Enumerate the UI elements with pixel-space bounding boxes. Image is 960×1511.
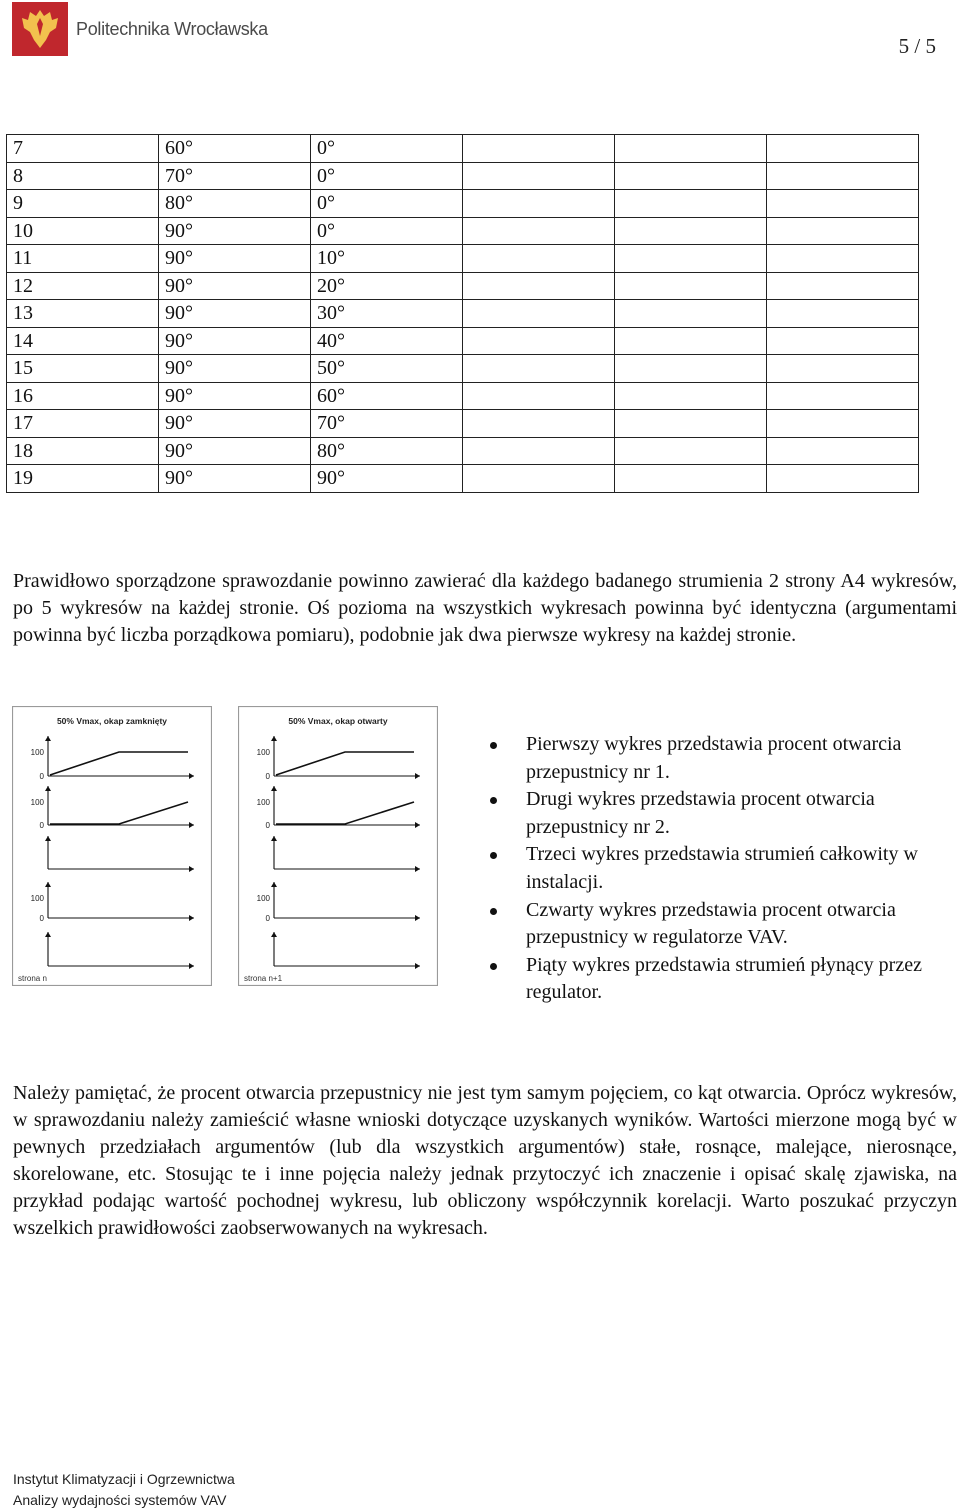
table-row	[7, 355, 919, 383]
table-row	[7, 272, 919, 300]
table-cell	[463, 382, 615, 410]
table-cell: 0°	[311, 162, 463, 190]
figure-title: 50% Vmax, okap zamknięty	[56, 716, 168, 726]
table-cell	[615, 135, 767, 163]
table-cell: 0°	[311, 135, 463, 163]
figure-title: 50% Vmax, okap otwarty	[288, 716, 388, 726]
tick-label-high: 100	[256, 798, 270, 807]
table-cell: 19	[7, 465, 159, 493]
table-cell: 50°	[311, 355, 463, 383]
table-cell	[463, 217, 615, 245]
page-footer	[13, 1469, 235, 1511]
list-item-text: Piąty wykres przedstawia strumień płynący przez regulator.	[526, 953, 922, 1004]
table-cell	[767, 300, 919, 328]
page-number: 5 / 5	[898, 34, 936, 58]
table-row	[7, 245, 919, 273]
table-row	[7, 410, 919, 438]
table-cell	[615, 465, 767, 493]
bullet-dot-icon	[490, 963, 497, 970]
table-cell: 17	[7, 410, 159, 438]
table-cell	[767, 327, 919, 355]
table-cell	[463, 272, 615, 300]
table-cell	[767, 245, 919, 273]
table-cell: 90°	[159, 300, 311, 328]
tick-label-low: 0	[265, 914, 270, 923]
table-cell: 8	[7, 162, 159, 190]
tick-label-high: 100	[30, 798, 44, 807]
table-cell: 40°	[311, 327, 463, 355]
table-cell	[463, 465, 615, 493]
tick-label-high: 100	[256, 894, 270, 903]
table-cell	[463, 135, 615, 163]
table-cell	[463, 190, 615, 218]
table-cell	[615, 245, 767, 273]
table-cell: 90°	[159, 327, 311, 355]
table-cell	[615, 217, 767, 245]
table-cell: 12	[7, 272, 159, 300]
table-cell: 90°	[159, 382, 311, 410]
table-cell: 90°	[159, 465, 311, 493]
figure-closed-hood	[12, 706, 212, 986]
table-cell: 70°	[159, 162, 311, 190]
table-cell	[767, 355, 919, 383]
table-row	[7, 135, 919, 163]
tick-label-low: 0	[39, 914, 44, 923]
table-cell	[463, 300, 615, 328]
table-row	[7, 382, 919, 410]
table-cell: 80°	[159, 190, 311, 218]
table-row	[7, 300, 919, 328]
table-cell	[615, 327, 767, 355]
institution-name: Politechnika Wrocławska	[76, 18, 268, 39]
table-row	[7, 327, 919, 355]
table-cell	[463, 327, 615, 355]
table-cell: 9	[7, 190, 159, 218]
conclusions-paragraph: Należy pamiętać, że procent otwarcia przepustnicy nie jest tym samym pojęciem, co kąt otwarcia. Oprócz wykresów, w sprawozdaniu należy zamieścić własne wnioski dotyczące uzyskanych wyników. Wartości mierzone mogą być w pewnych przedziałach argumentów (lub dla wszystkich argumentów) stałe, rosnące, malejące, nierosnące, skorelowane, etc. Stosując te i inne pojęcia należy jednak przytoczyć ich znaczenie i opisać skalę zjawiska, na przykład podając wartość pochodnej wykresu, lub obliczony współczynnik korelacji. Warto poszukać przyczyn wszelkich prawidłowości zaobserwowanych na wykresach.	[13, 1082, 957, 1239]
angle-table-body	[7, 135, 919, 493]
table-cell	[615, 190, 767, 218]
table-row	[7, 437, 919, 465]
bullet-dot-icon	[490, 852, 497, 859]
table-cell: 90°	[159, 355, 311, 383]
table-cell: 90°	[159, 217, 311, 245]
table-cell: 18	[7, 437, 159, 465]
table-cell: 90°	[159, 272, 311, 300]
tick-label-high: 100	[256, 748, 270, 757]
table-cell	[463, 245, 615, 273]
table-cell	[463, 355, 615, 383]
list-item	[490, 897, 930, 952]
university-logo	[12, 2, 268, 56]
table-cell	[767, 190, 919, 218]
table-cell: 10	[7, 217, 159, 245]
bullet-dot-icon	[490, 742, 497, 749]
list-item-text: Drugi wykres przedstawia procent otwarcia przepustnicy nr 2.	[526, 788, 875, 838]
table-row	[7, 190, 919, 218]
tick-label-low: 0	[39, 772, 44, 781]
table-cell	[463, 162, 615, 190]
table-cell	[615, 162, 767, 190]
list-item	[490, 841, 930, 896]
table-row	[7, 465, 919, 493]
table-row	[7, 217, 919, 245]
table-cell: 80°	[311, 437, 463, 465]
page-header	[0, 0, 960, 64]
tick-label-high: 100	[30, 748, 44, 757]
table-cell: 0°	[311, 217, 463, 245]
table-cell: 11	[7, 245, 159, 273]
table-cell	[767, 410, 919, 438]
table-cell: 90°	[159, 410, 311, 438]
table-cell: 30°	[311, 300, 463, 328]
table-cell	[615, 300, 767, 328]
table-cell	[767, 437, 919, 465]
table-cell	[615, 355, 767, 383]
table-cell: 15	[7, 355, 159, 383]
table-cell	[615, 382, 767, 410]
table-cell: 60°	[311, 382, 463, 410]
eagle-crest-icon	[12, 2, 68, 56]
figure-page-label: strona n	[18, 974, 47, 983]
table-cell: 14	[7, 327, 159, 355]
table-row	[7, 162, 919, 190]
bullet-dot-icon	[490, 908, 497, 915]
table-cell: 90°	[159, 245, 311, 273]
tick-label-low: 0	[265, 821, 270, 830]
footer-course: Analizy wydajności systemów VAV	[13, 1492, 227, 1508]
list-item-text: Pierwszy wykres przedstawia procent otwarcia przepustnicy nr 1.	[526, 733, 902, 783]
intro-paragraph: Prawidłowo sporządzone sprawozdanie powinno zawierać dla każdego badanego strumienia 2 strony A4 wykresów, po 5 wykresów na każdej stronie. Oś pozioma na wszystkich wykresach powinna być identyczna (argumentami powinna być liczba porządkowa pomiaru), podobnie jak dwa pierwsze wykresy na każdej stronie.	[13, 570, 957, 646]
list-item-text: Czwarty wykres przedstawia procent otwarcia przepustnicy w regulatorze VAV.	[526, 898, 896, 949]
table-cell	[767, 217, 919, 245]
table-cell	[767, 465, 919, 493]
table-cell	[615, 272, 767, 300]
table-cell: 60°	[159, 135, 311, 163]
footer-institute: Instytut Klimatyzacji i Ogrzewnictwa	[13, 1471, 235, 1487]
angle-table	[6, 134, 919, 493]
table-cell: 70°	[311, 410, 463, 438]
list-item	[490, 786, 930, 841]
table-cell	[615, 437, 767, 465]
table-cell	[767, 382, 919, 410]
tick-label-low: 0	[39, 821, 44, 830]
chart-description-list	[490, 731, 930, 1007]
list-item	[490, 952, 930, 1007]
table-cell: 20°	[311, 272, 463, 300]
table-cell: 16	[7, 382, 159, 410]
list-item	[490, 731, 930, 786]
table-cell: 0°	[311, 190, 463, 218]
figure-page-label: strona n+1	[244, 974, 283, 983]
table-cell	[463, 410, 615, 438]
tick-label-high: 100	[30, 894, 44, 903]
figure-open-hood	[238, 706, 438, 986]
table-cell: 90°	[311, 465, 463, 493]
list-item-text: Trzeci wykres przedstawia strumień całkowity w instalacji.	[526, 843, 918, 893]
table-cell	[767, 135, 919, 163]
table-cell: 90°	[159, 437, 311, 465]
table-cell	[767, 162, 919, 190]
table-cell	[767, 272, 919, 300]
bullet-dot-icon	[490, 797, 497, 804]
table-cell: 13	[7, 300, 159, 328]
tick-label-low: 0	[265, 772, 270, 781]
table-cell	[615, 410, 767, 438]
table-cell: 7	[7, 135, 159, 163]
table-cell: 10°	[311, 245, 463, 273]
table-cell	[463, 437, 615, 465]
